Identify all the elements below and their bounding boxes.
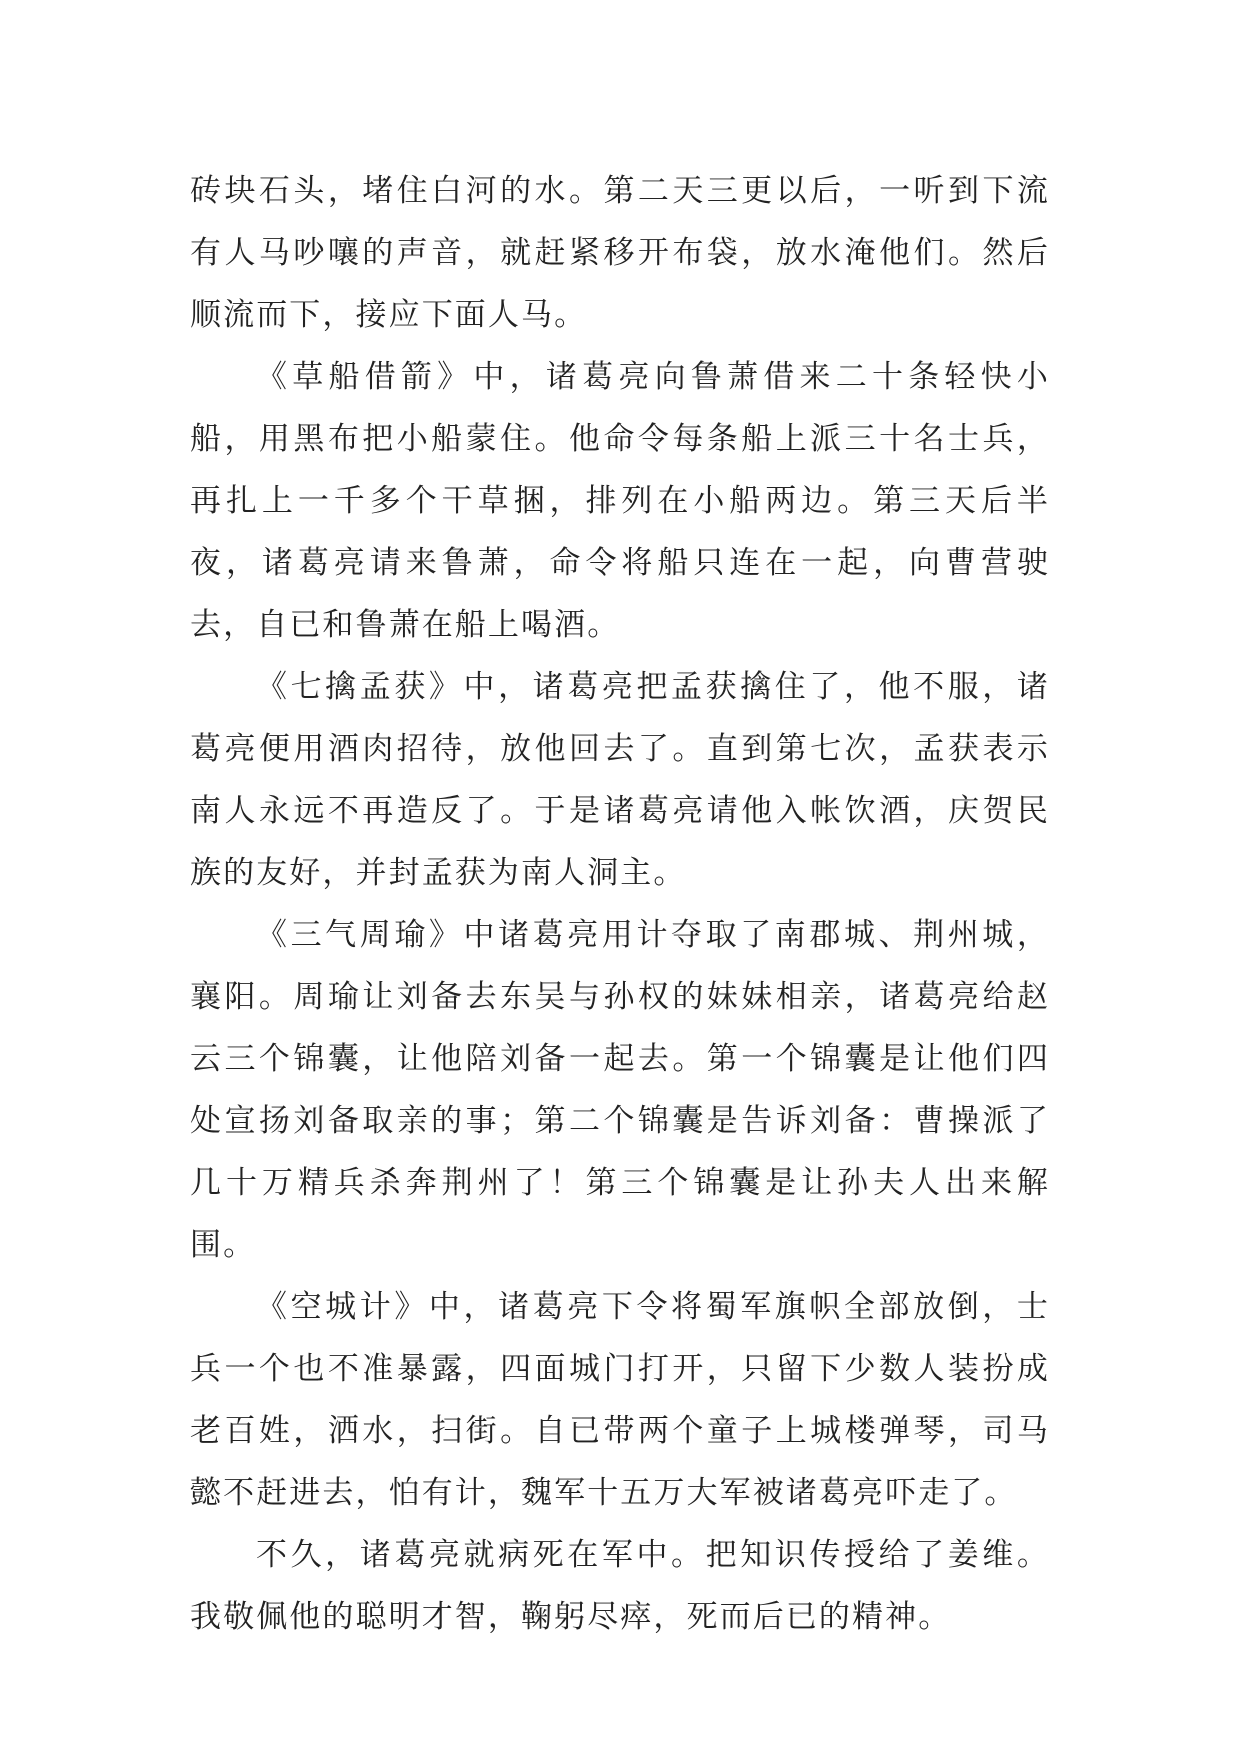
paragraph-2: 《草船借箭》中，诸葛亮向鲁萧借来二十条轻快小船，用黑布把小船蒙住。他命令每条船上派三十名士兵，再扎上一千多个干草捆，排列在小船两边。第三天后半夜，诸葛亮请来鲁萧，命令将船只连在一起，向曹营驶去，自已和鲁萧在船上喝酒。 — [190, 359, 1050, 643]
paragraph-6: 不久，诸葛亮就病死在军中。把知识传授给了姜维。我敬佩他的聪明才智，鞠躬尽瘁，死而后已的精神。 — [190, 1537, 1050, 1635]
paragraph-3: 《七擒孟获》中，诸葛亮把孟获擒住了，他不服，诸葛亮便用酒肉招待，放他回去了。直到第七次，孟获表示南人永远不再造反了。于是诸葛亮请他入帐饮酒，庆贺民族的友好，并封孟获为南人洞主。 — [190, 669, 1050, 891]
paragraph-1: 砖块石头，堵住白河的水。第二天三更以后，一听到下流有人马吵嚷的声音，就赶紧移开布袋，放水淹他们。然后顺流而下，接应下面人马。 — [190, 173, 1050, 333]
body-text — [190, 160, 1050, 1648]
paragraph-4: 《三气周瑜》中诸葛亮用计夺取了南郡城、荆州城，襄阳。周瑜让刘备去东吴与孙权的妹妹相亲，诸葛亮给赵云三个锦囊，让他陪刘备一起去。第一个锦囊是让他们四处宣扬刘备取亲的事；第二个锦囊是告诉刘备：曹操派了几十万精兵杀奔荆州了！第三个锦囊是让孙夫人出来解围。 — [190, 917, 1050, 1263]
paragraph-5: 《空城计》中，诸葛亮下令将蜀军旗帜全部放倒，士兵一个也不准暴露，四面城门打开，只留下少数人装扮成老百姓，洒水，扫街。自已带两个童子上城楼弹琴，司马懿不赶进去，怕有计，魏军十五万大军被诸葛亮吓走了。 — [190, 1289, 1050, 1511]
